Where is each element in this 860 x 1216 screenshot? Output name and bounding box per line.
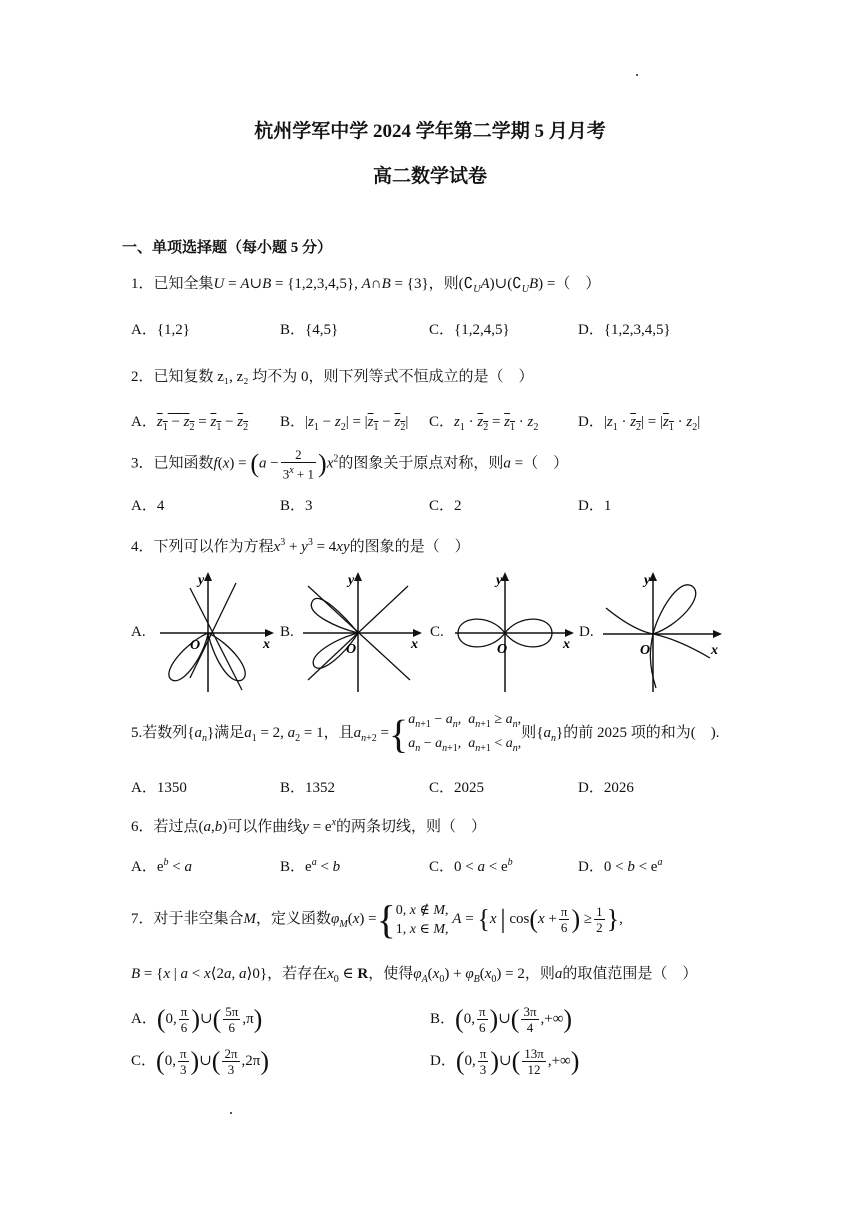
y-label: y xyxy=(644,573,651,588)
stray-dot xyxy=(636,74,638,76)
question-2-option-a[interactable]: A．$z_1 - z_2 = z_1 - z_2$ xyxy=(131,414,249,433)
graph-option-b[interactable] xyxy=(298,568,428,694)
question-7-option-c[interactable]: C．(0, $\frac{\pi}{3}$ )∪( $\frac{2\pi}{3}$ ,2π) xyxy=(131,1046,270,1077)
x-axis-arrow xyxy=(413,629,422,637)
graph-option-d[interactable] xyxy=(598,568,728,694)
question-2-option-d[interactable]: D．$|z_1 \cdot z_2| = |z_1 \cdot z_2|$ xyxy=(578,414,701,433)
stray-dot xyxy=(230,1112,232,1114)
x-axis-arrow xyxy=(565,629,574,637)
x-label: x xyxy=(711,643,718,658)
curve-loop xyxy=(653,585,696,634)
graph-option-c[interactable] xyxy=(450,568,580,694)
curve-loop xyxy=(208,633,245,681)
x-label: x xyxy=(263,637,270,652)
question-3-option-b[interactable]: B．3 xyxy=(280,498,313,514)
question-1-option-b[interactable]: B．{4,5} xyxy=(280,322,339,338)
origin-label: O xyxy=(346,642,357,657)
question-7-option-b[interactable]: B．(0, $\frac{\pi}{6}$ )∪( $\frac{3\pi}{4}$ ,+∞) xyxy=(430,1004,573,1035)
question-4-option-c[interactable]: C. xyxy=(430,624,444,640)
section-heading: 一、单项选择题（每小题 5 分） xyxy=(122,240,333,256)
origin-label: O xyxy=(497,642,508,657)
question-6-option-c[interactable]: C．$0 < a < e^b$ xyxy=(429,857,513,875)
question-5-option-d[interactable]: D．2026 xyxy=(578,780,634,796)
curve-loop xyxy=(169,633,208,681)
question-2-stem: 2．已知复数 z₁, z₂ 均不为 0，则下列等式不恒成立的是（ ） xyxy=(131,369,534,385)
question-7-stem: 7．对于非空集合M，定义函数$\varphi_M(x)$ ={ 0, x ∉ M, 1, x ∈ M, A = {x | cos(x + $\frac{\pi}{6}$ ) ≥ $\frac{1}{2}$ }, xyxy=(131,897,623,942)
question-5-option-b[interactable]: B．1352 xyxy=(280,780,336,796)
question-7-option-a[interactable]: A．(0, $\frac{\pi}{6}$ )∪( $\frac{5\pi}{6}$ ,π) xyxy=(131,1004,263,1035)
question-3-stem: 3．已知函数f(x) = (a − $\frac{2}{3^x + 1}$ )$x^2$的图象关于原点对称，则a =（ ） xyxy=(131,447,569,482)
exam-subtitle: 高二数学试卷 xyxy=(372,166,487,187)
graph-option-a[interactable] xyxy=(150,568,280,694)
question-1-stem: 1．已知全集U = A∪B = {1,2,3,4,5}, A∩B = {3}，则$(∁_UA)\cup(∁_UB)$ =（ ） xyxy=(131,276,601,295)
question-6-option-a[interactable]: A．$e^b < a$ xyxy=(131,857,192,875)
origin-label: O xyxy=(640,643,651,658)
question-1-option-d[interactable]: D．{1,2,3,4,5} xyxy=(578,322,671,338)
x-label: x xyxy=(563,637,570,652)
question-1-option-c[interactable]: C．{1,2,4,5} xyxy=(429,322,510,338)
question-3-option-c[interactable]: C．2 xyxy=(429,498,462,514)
question-4-stem: 4．下列可以作为方程$x^3 + y^3 = 4xy$的图象的是（ ） xyxy=(131,537,470,555)
x-label: x xyxy=(411,637,418,652)
question-3-option-a[interactable]: A．4 xyxy=(131,498,165,514)
question-5-option-c[interactable]: C．2025 xyxy=(429,780,485,796)
question-1-option-a[interactable]: A．{1,2} xyxy=(131,322,190,338)
question-6-stem: 6．若过点(a,b)可以作曲线$y = e^x$的两条切线，则（ ） xyxy=(131,817,487,835)
y-axis-arrow xyxy=(354,572,362,581)
question-6-option-d[interactable]: D．$0 < b < e^a$ xyxy=(578,857,663,875)
exam-title: 杭州学军中学 2024 学年第二学期 5 月月考 xyxy=(254,121,606,142)
y-label: y xyxy=(348,573,355,588)
y-label: y xyxy=(496,573,503,588)
x-axis-arrow xyxy=(265,629,274,637)
x-axis-arrow xyxy=(713,630,722,638)
question-4-option-b[interactable]: B. xyxy=(280,624,294,640)
question-2-option-c[interactable]: C．$z_1 \cdot z_2 = z_1 \cdot z_2$ xyxy=(429,414,539,433)
question-5-stem: 5.若数列$\{a_n\}$满足$a_1 = 2$, $a_2 = 1$，且$a_{n+2}$ ={ $a_{n+1} - a_n$, $a_{n+1} \ge a_n$, $a_n - a_{n+1}$, $a_{n+1} < a_n$, 则$\{a_n\}$的前 2025 项的和为( ). xyxy=(131,711,720,757)
question-7-stem-line2: B = {x | a < x⟨2a, a⟩0}，若存在$x_0$ ∈ R，使得$\varphi_A(x_0) + \varphi_B(x_0) = 2$，则a的取值范围是（ ） xyxy=(131,966,698,985)
origin-label: O xyxy=(190,638,201,653)
question-3-option-d[interactable]: D．1 xyxy=(578,498,612,514)
question-7-option-d[interactable]: D．(0, $\frac{\pi}{3}$ )∪( $\frac{13\pi}{12}$ ,+∞) xyxy=(430,1046,580,1077)
curve-loop xyxy=(311,598,358,633)
question-4-option-a[interactable]: A. xyxy=(131,624,146,640)
question-4-option-d[interactable]: D. xyxy=(579,624,594,640)
curve-branch xyxy=(653,634,710,658)
y-label: y xyxy=(198,573,205,588)
question-5-option-a[interactable]: A．1350 xyxy=(131,780,187,796)
question-6-option-b[interactable]: B．$e^a < b$ xyxy=(280,857,341,875)
question-2-option-b[interactable]: B．$|z_1 - z_2| = |z_1 - z_2|$ xyxy=(280,414,409,433)
y-axis-arrow xyxy=(204,572,212,581)
